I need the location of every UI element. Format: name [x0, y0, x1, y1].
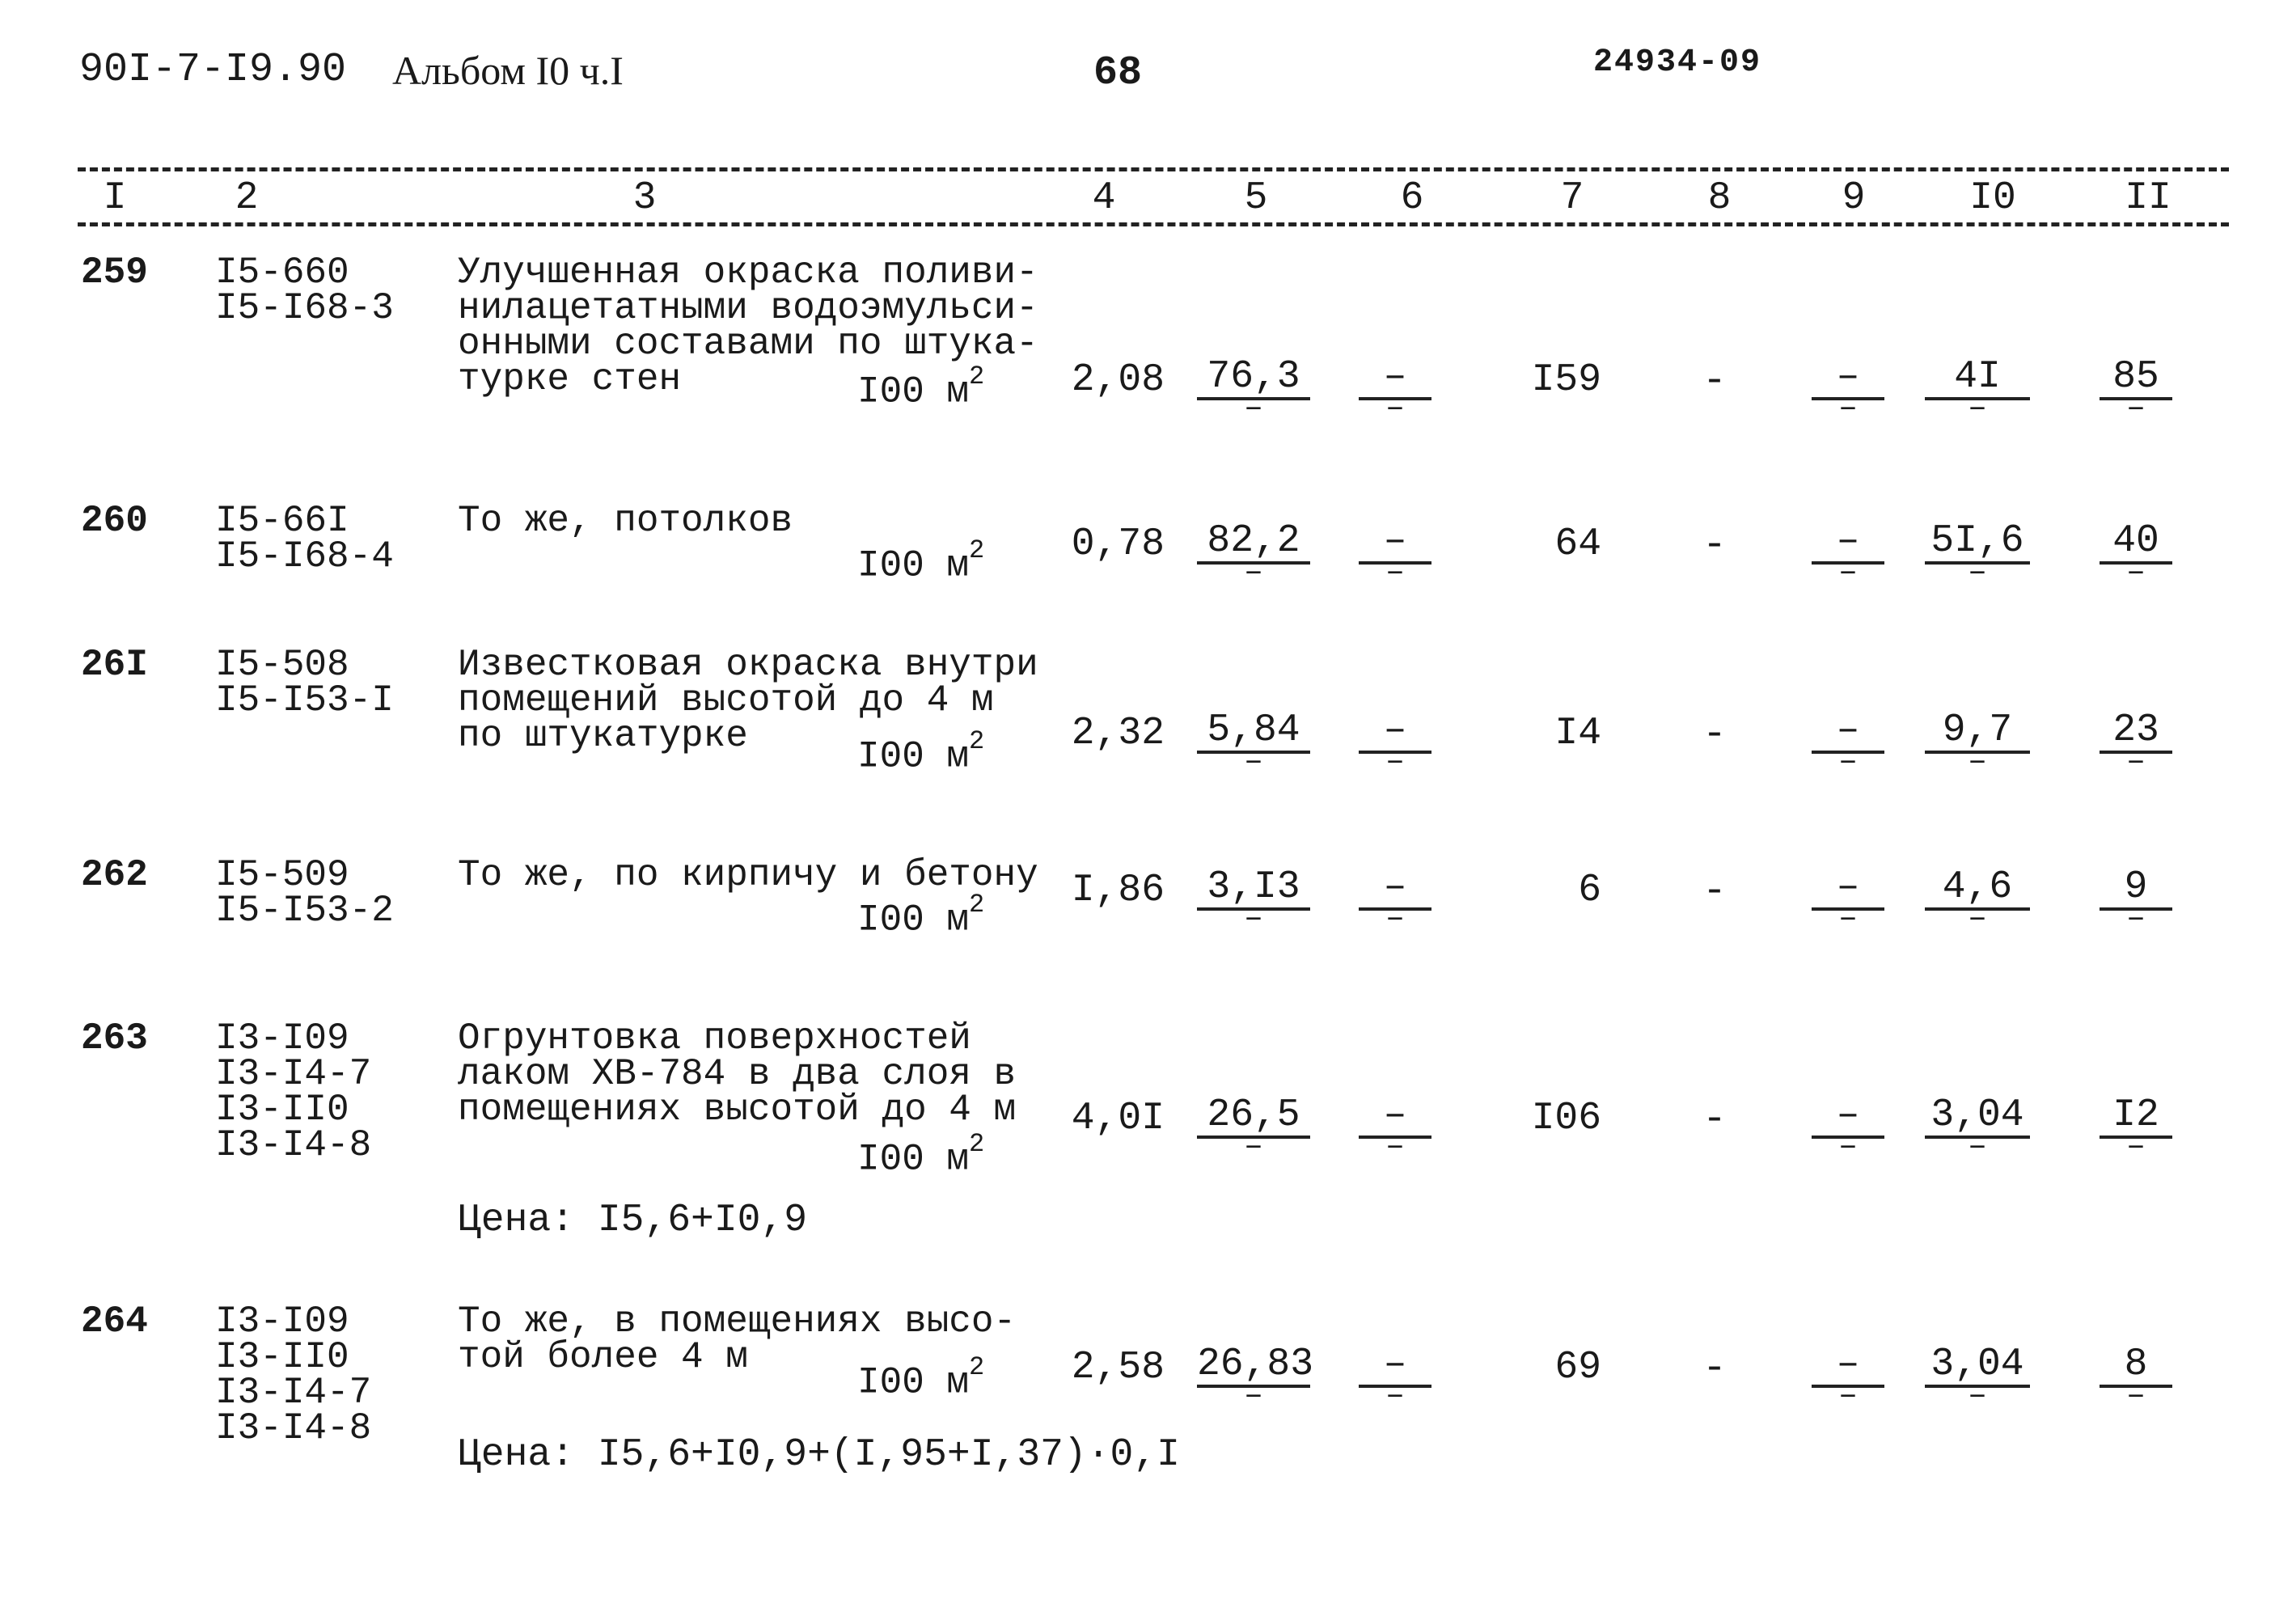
col8-value: - — [1702, 869, 1727, 915]
col9-fraction — [1812, 865, 1884, 937]
col9-fraction — [1812, 1343, 1884, 1415]
column-header-11: II — [2125, 176, 2171, 220]
col9-fraction — [1812, 519, 1884, 591]
col5-dash: – — [1243, 1378, 1263, 1415]
col8-value: - — [1702, 1346, 1727, 1392]
description-line: То же, потолков — [458, 500, 793, 542]
description-line: онными составами по штука- — [458, 323, 1038, 365]
col6-value: – — [1359, 869, 1431, 911]
col5-fraction — [1197, 865, 1310, 937]
col11-fraction — [2100, 355, 2172, 427]
document-code: 90I-7-I9.90 — [79, 47, 347, 93]
column-header-7: 7 — [1560, 176, 1584, 220]
code-line: I3-I09 — [215, 1300, 349, 1343]
col11-dash: – — [2125, 391, 2146, 427]
price-formula: Цена: I5,6+I0,9+(I,95+I,37)·0,I — [458, 1433, 1180, 1477]
col10-dash: – — [1967, 555, 1987, 591]
col5-value: 26,83 — [1197, 1343, 1314, 1386]
column-header-3: 3 — [632, 176, 657, 220]
col10-dash: – — [1967, 1378, 1987, 1415]
col4-value: 0,78 — [1071, 522, 1165, 566]
code-line: I3-II0 — [215, 1336, 349, 1378]
row-number: 264 — [81, 1300, 148, 1343]
col10-dash: – — [1967, 1129, 1987, 1165]
column-header-4: 4 — [1092, 176, 1116, 220]
col10-value: 4,6 — [1925, 869, 2030, 911]
code-line: I3-I4-7 — [215, 1372, 372, 1414]
col6-fraction — [1359, 1093, 1431, 1165]
column-header-5: 5 — [1244, 176, 1268, 220]
col5-fraction — [1197, 519, 1310, 591]
description-line: Огрунтовка поверхностей — [458, 1017, 971, 1059]
col9-fraction — [1812, 355, 1884, 427]
col4-value: 2,58 — [1071, 1346, 1165, 1389]
code-line: I3-II0 — [215, 1089, 349, 1131]
code-line: I5-66I — [215, 500, 349, 542]
unit-text: I00 м — [857, 370, 970, 413]
col6-value: – — [1359, 1346, 1431, 1388]
col5-dash: – — [1243, 391, 1263, 427]
col6-fraction — [1359, 1343, 1431, 1415]
col6-fraction — [1359, 355, 1431, 427]
column-header-8: 8 — [1707, 176, 1732, 220]
col11-dash: – — [2125, 555, 2146, 591]
description-line: лаком ХВ-784 в два слоя в — [458, 1053, 1017, 1095]
column-header-9: 9 — [1842, 176, 1866, 220]
col9-value: – — [1812, 1097, 1884, 1139]
unit-superscript: 2 — [969, 890, 985, 920]
col4-value: 2,32 — [1071, 712, 1165, 755]
column-header-10: I0 — [1969, 176, 2016, 220]
price-formula: Цена: I5,6+I0,9 — [458, 1199, 808, 1242]
col5-dash: – — [1243, 555, 1263, 591]
code-line: I5-509 — [215, 854, 349, 896]
col6-value: – — [1359, 522, 1431, 565]
col6-dash: – — [1385, 744, 1405, 780]
unit-text: I00 м — [857, 899, 970, 941]
unit-text: I00 м — [857, 1138, 970, 1181]
unit-text: I00 м — [857, 735, 970, 778]
col9-fraction — [1812, 1093, 1884, 1165]
col7-value: I59 — [1531, 358, 1601, 402]
code-line: I3-I09 — [215, 1017, 349, 1059]
col5-fraction — [1197, 1093, 1310, 1165]
col10-fraction — [1925, 708, 2030, 780]
row-description — [458, 1017, 1017, 1131]
col10-dash: – — [1967, 744, 1987, 780]
code-line: I3-I4-8 — [215, 1407, 372, 1449]
row-codes — [215, 500, 394, 577]
col8-value: - — [1702, 1097, 1727, 1143]
col5-dash: – — [1243, 1129, 1263, 1165]
code-line: I5-I53-2 — [215, 890, 394, 932]
col11-value: 23 — [2100, 712, 2172, 754]
col4-value: 2,08 — [1071, 358, 1165, 402]
row-description — [458, 854, 1038, 896]
row-number: 262 — [81, 854, 148, 896]
col7-value: I06 — [1531, 1097, 1601, 1140]
col4-value: 4,0I — [1071, 1097, 1165, 1140]
description-line: То же, в помещениях высо- — [458, 1300, 1017, 1343]
col5-fraction — [1197, 1343, 1314, 1415]
description-line: по штукатурке — [458, 715, 748, 757]
code-line: I5-508 — [215, 644, 349, 686]
row-codes — [215, 854, 394, 932]
code-line: I3-I4-8 — [215, 1124, 372, 1166]
col5-value: 5,84 — [1197, 712, 1310, 754]
row-number: 263 — [81, 1017, 148, 1059]
row-number: 260 — [81, 500, 148, 542]
col11-value: 9 — [2100, 869, 2172, 911]
col6-dash: – — [1385, 1378, 1405, 1415]
col9-value: – — [1812, 522, 1884, 565]
column-header-1: I — [103, 176, 127, 220]
col9-value: – — [1812, 1346, 1884, 1388]
col9-dash: – — [1837, 1129, 1858, 1165]
unit-text: I00 м — [857, 1361, 970, 1404]
description-line: помещений высотой до 4 м — [458, 679, 994, 721]
col10-value: 4I — [1925, 358, 2030, 400]
col5-value: 82,2 — [1197, 522, 1310, 565]
col9-value: – — [1812, 712, 1884, 754]
col9-dash: – — [1837, 744, 1858, 780]
code-line: I5-I68-3 — [215, 287, 394, 329]
col11-fraction — [2100, 865, 2172, 937]
col10-fraction — [1925, 519, 2030, 591]
description-line: турке стен — [458, 358, 682, 400]
col10-fraction — [1925, 865, 2030, 937]
row-number: 259 — [81, 252, 148, 294]
unit-superscript: 2 — [969, 1129, 985, 1159]
col9-value: – — [1812, 358, 1884, 400]
col9-dash: – — [1837, 555, 1858, 591]
col10-dash: – — [1967, 391, 1987, 427]
unit-text: I00 м — [857, 544, 970, 587]
col10-fraction — [1925, 1343, 2030, 1415]
col10-fraction — [1925, 1093, 2030, 1165]
page-number: 68 — [1093, 50, 1143, 96]
col9-fraction — [1812, 708, 1884, 780]
col5-value: 76,3 — [1197, 358, 1310, 400]
col10-value: 3,04 — [1925, 1097, 2030, 1139]
col5-value: 26,5 — [1197, 1097, 1310, 1139]
col6-dash: – — [1385, 391, 1405, 427]
album-label: Альбом I0 ч.I — [392, 48, 624, 93]
col10-dash: – — [1967, 901, 1987, 937]
col6-fraction — [1359, 708, 1431, 780]
col7-value: I4 — [1554, 712, 1601, 755]
unit-label — [857, 1129, 985, 1181]
header-rule-bottom — [78, 222, 2229, 226]
code-line: I5-I68-4 — [215, 535, 394, 577]
unit-label — [857, 535, 985, 587]
col11-fraction — [2100, 708, 2172, 780]
col11-fraction — [2100, 519, 2172, 591]
col6-fraction — [1359, 519, 1431, 591]
col10-fraction — [1925, 355, 2030, 427]
row-number: 26I — [81, 644, 148, 686]
col5-value: 3,I3 — [1197, 869, 1310, 911]
description-line: Известковая окраска внутри — [458, 644, 1038, 686]
col11-dash: – — [2125, 744, 2146, 780]
unit-label — [857, 1352, 985, 1404]
column-header-2: 2 — [235, 176, 259, 220]
row-codes — [215, 1017, 372, 1166]
col9-dash: – — [1837, 1378, 1858, 1415]
unit-label — [857, 362, 985, 413]
code-line: I5-660 — [215, 252, 349, 294]
unit-label — [857, 726, 985, 778]
col6-value: – — [1359, 1097, 1431, 1139]
unit-superscript: 2 — [969, 362, 985, 391]
col7-value: 64 — [1554, 522, 1601, 566]
col5-dash: – — [1243, 744, 1263, 780]
unit-label — [857, 890, 985, 941]
unit-superscript: 2 — [969, 726, 985, 756]
col11-value: I2 — [2100, 1097, 2172, 1139]
col4-value: I,86 — [1071, 869, 1165, 912]
col6-dash: – — [1385, 1129, 1405, 1165]
col11-value: 40 — [2100, 522, 2172, 565]
description-line: То же, по кирпичу и бетону — [458, 854, 1038, 896]
col5-fraction — [1197, 708, 1310, 780]
row-codes — [215, 1300, 372, 1449]
col9-value: – — [1812, 869, 1884, 911]
column-header-6: 6 — [1400, 176, 1424, 220]
col6-value: – — [1359, 712, 1431, 754]
description-line: нилацетатными водоэмульси- — [458, 287, 1038, 329]
col11-value: 85 — [2100, 358, 2172, 400]
col11-value: 8 — [2100, 1346, 2172, 1388]
description-line: той более 4 м — [458, 1336, 748, 1378]
col10-value: 9,7 — [1925, 712, 2030, 754]
header-rule-top — [78, 167, 2229, 171]
unit-superscript: 2 — [969, 1352, 985, 1382]
row-description — [458, 500, 793, 542]
col6-value: – — [1359, 358, 1431, 400]
col7-value: 6 — [1578, 869, 1601, 912]
col8-value: - — [1702, 358, 1727, 404]
unit-superscript: 2 — [969, 535, 985, 565]
col11-dash: – — [2125, 1378, 2146, 1415]
description-line: Улучшенная окраска поливи- — [458, 252, 1038, 294]
description-line: помещениях высотой до 4 м — [458, 1089, 1017, 1131]
col7-value: 69 — [1554, 1346, 1601, 1389]
code-line: I3-I4-7 — [215, 1053, 372, 1095]
col8-value: - — [1702, 522, 1727, 569]
col11-fraction — [2100, 1093, 2172, 1165]
col5-dash: – — [1243, 901, 1263, 937]
col11-fraction — [2100, 1343, 2172, 1415]
row-codes — [215, 644, 394, 721]
code-line: I5-I53-I — [215, 679, 394, 721]
inventory-stamp: 24934-09 — [1593, 44, 1762, 81]
col11-dash: – — [2125, 901, 2146, 937]
col10-value: 3,04 — [1925, 1346, 2030, 1388]
col6-dash: – — [1385, 901, 1405, 937]
col6-fraction — [1359, 865, 1431, 937]
col11-dash: – — [2125, 1129, 2146, 1165]
col5-fraction — [1197, 355, 1310, 427]
col9-dash: – — [1837, 391, 1858, 427]
col10-value: 5I,6 — [1925, 522, 2030, 565]
col6-dash: – — [1385, 555, 1405, 591]
col8-value: - — [1702, 712, 1727, 758]
col9-dash: – — [1837, 901, 1858, 937]
row-codes — [215, 252, 394, 329]
